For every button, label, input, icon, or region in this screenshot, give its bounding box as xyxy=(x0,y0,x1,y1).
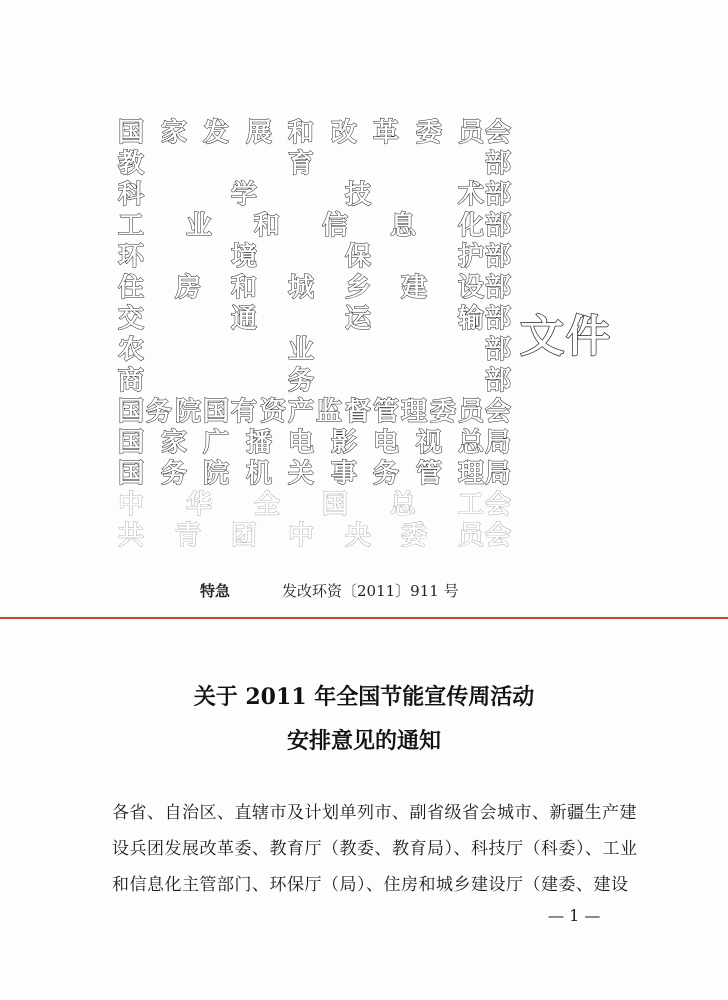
issuer-char: 委 xyxy=(416,118,443,148)
issuer-char: 科 xyxy=(118,180,145,210)
issuer-suffix: 部 xyxy=(485,180,512,210)
issuer-char: 国 xyxy=(118,397,145,427)
issuer-char: 员 xyxy=(458,521,485,551)
issuer-char: 和 xyxy=(254,211,281,241)
issuer-char: 院 xyxy=(175,397,202,427)
issuer-char: 总 xyxy=(458,428,485,458)
issuer-char: 有 xyxy=(231,397,258,427)
issuer-char: 电 xyxy=(288,428,315,458)
issuer-row xyxy=(118,521,514,552)
issuer-char: 资 xyxy=(260,397,287,427)
issuer-row xyxy=(118,490,514,521)
issuer-row xyxy=(118,211,514,242)
issuer-char: 委 xyxy=(401,521,428,551)
issuer-char: 输 xyxy=(458,304,485,334)
issuer-suffix: 会 xyxy=(485,397,512,427)
issuer-char: 通 xyxy=(231,304,258,334)
issuer-char: 产 xyxy=(288,397,315,427)
issuing-bodies-block xyxy=(118,118,514,552)
issuer-row xyxy=(118,335,514,366)
issuer-char: 中 xyxy=(288,521,315,551)
issuer-suffix: 局 xyxy=(485,428,512,458)
issuer-char: 城 xyxy=(288,273,315,303)
page-number: — 1 — xyxy=(548,906,601,925)
document-title-line-2: 安排意见的通知 xyxy=(286,728,441,754)
issuer-char: 机 xyxy=(246,459,273,489)
issuer-char: 国 xyxy=(322,490,349,520)
issuer-char: 化 xyxy=(458,211,485,241)
issuer-char: 督 xyxy=(345,397,372,427)
issuer-char: 环 xyxy=(118,242,145,272)
issuer-char: 团 xyxy=(231,521,258,551)
issuer-char: 术 xyxy=(458,180,485,210)
issuer-char: 中 xyxy=(118,490,145,520)
body-text xyxy=(112,795,638,903)
issuer-char: 展 xyxy=(246,118,273,148)
issuer-char: 育 xyxy=(288,149,315,179)
issuer-char: 委 xyxy=(430,397,457,427)
issuer-row xyxy=(118,149,514,180)
issuer-char: 理 xyxy=(401,397,428,427)
issuer-suffix: 部 xyxy=(485,149,512,179)
issuer-char: 交 xyxy=(118,304,145,334)
issuer-suffix: 会 xyxy=(485,490,512,520)
issuer-char: 乡 xyxy=(345,273,372,303)
issuer-char: 电 xyxy=(373,428,400,458)
issuer-char: 房 xyxy=(175,273,202,303)
issuer-char: 运 xyxy=(345,304,372,334)
issuer-row xyxy=(118,273,514,304)
issuer-row xyxy=(118,397,514,428)
issuer-char: 技 xyxy=(345,180,372,210)
issuer-char: 共 xyxy=(118,521,145,551)
issuer-char: 广 xyxy=(203,428,230,458)
issuer-char: 国 xyxy=(118,428,145,458)
issuer-char: 关 xyxy=(288,459,315,489)
issuer-char: 设 xyxy=(458,273,485,303)
issuer-char: 青 xyxy=(175,521,202,551)
issuer-char: 学 xyxy=(231,180,258,210)
issuer-char: 家 xyxy=(161,428,188,458)
issuer-char: 理 xyxy=(458,459,485,489)
issuer-row xyxy=(118,428,514,459)
issuer-char: 播 xyxy=(246,428,273,458)
issuer-char: 务 xyxy=(161,459,188,489)
issuer-char: 建 xyxy=(401,273,428,303)
body-line: 设兵团发展改革委、教育厅（教委、教育局）、科技厅（科委）、工业 xyxy=(112,839,638,859)
issuer-char: 改 xyxy=(331,118,358,148)
document-title-line-1: 关于 2011 年全国节能宣传周活动 xyxy=(193,684,535,710)
issuer-char: 境 xyxy=(231,242,258,272)
issuer-char: 住 xyxy=(118,273,145,303)
body-line: 各省、自治区、直辖市及计划单列市、副省级省会城市、新疆生产建 xyxy=(112,803,637,823)
issuer-char: 工 xyxy=(458,490,485,520)
issuer-char: 员 xyxy=(458,397,485,427)
issuer-char: 事 xyxy=(331,459,358,489)
issuer-char: 全 xyxy=(254,490,281,520)
issuer-char: 业 xyxy=(288,335,315,365)
issuer-row xyxy=(118,242,514,273)
issuer-char: 国 xyxy=(118,459,145,489)
issuer-suffix: 局 xyxy=(485,459,512,489)
issuer-char: 教 xyxy=(118,149,145,179)
issuer-char: 国 xyxy=(203,397,230,427)
issuer-suffix: 会 xyxy=(485,521,512,551)
issuer-char: 保 xyxy=(345,242,372,272)
issuer-row xyxy=(118,118,514,149)
issuer-char: 管 xyxy=(373,397,400,427)
issuer-char: 家 xyxy=(161,118,188,148)
issuer-char: 总 xyxy=(390,490,417,520)
header-divider xyxy=(0,617,728,619)
issuer-char: 监 xyxy=(316,397,343,427)
issuer-char: 息 xyxy=(390,211,417,241)
issuer-char: 务 xyxy=(288,366,315,396)
issuer-char: 和 xyxy=(231,273,258,303)
issuer-char: 华 xyxy=(186,490,213,520)
issuer-char: 央 xyxy=(345,521,372,551)
issuer-row xyxy=(118,304,514,335)
issuer-char: 影 xyxy=(331,428,358,458)
issuer-suffix: 部 xyxy=(485,335,512,365)
issuer-char: 革 xyxy=(373,118,400,148)
issuer-row xyxy=(118,366,514,397)
issuer-char: 国 xyxy=(118,118,145,148)
issuer-suffix: 部 xyxy=(485,304,512,334)
issuer-char: 视 xyxy=(416,428,443,458)
issuer-char: 务 xyxy=(373,459,400,489)
issuer-row xyxy=(118,180,514,211)
issuer-char: 院 xyxy=(203,459,230,489)
issuer-char: 管 xyxy=(416,459,443,489)
body-line: 和信息化主管部门、环保厅（局）、住房和城乡建设厅（建委、建设 xyxy=(112,875,629,895)
issuer-char: 农 xyxy=(118,335,145,365)
issuer-char: 和 xyxy=(288,118,315,148)
issuer-char: 员 xyxy=(458,118,485,148)
issuer-char: 信 xyxy=(322,211,349,241)
issuer-char: 商 xyxy=(118,366,145,396)
document-number: 发改环资〔2011〕911 号 xyxy=(282,582,459,600)
issuer-suffix: 部 xyxy=(485,242,512,272)
issuer-char: 务 xyxy=(146,397,173,427)
issuer-suffix: 会 xyxy=(485,118,512,148)
issuer-char: 发 xyxy=(203,118,230,148)
issuer-suffix: 部 xyxy=(485,273,512,303)
issuer-suffix: 部 xyxy=(485,366,512,396)
document-type-label: 文件 xyxy=(520,311,612,362)
issuer-char: 护 xyxy=(458,242,485,272)
issuer-char: 业 xyxy=(186,211,213,241)
urgency-label: 特急 xyxy=(200,582,231,600)
issuer-suffix: 部 xyxy=(485,211,512,241)
issuer-row xyxy=(118,459,514,490)
issuer-char: 工 xyxy=(118,211,145,241)
